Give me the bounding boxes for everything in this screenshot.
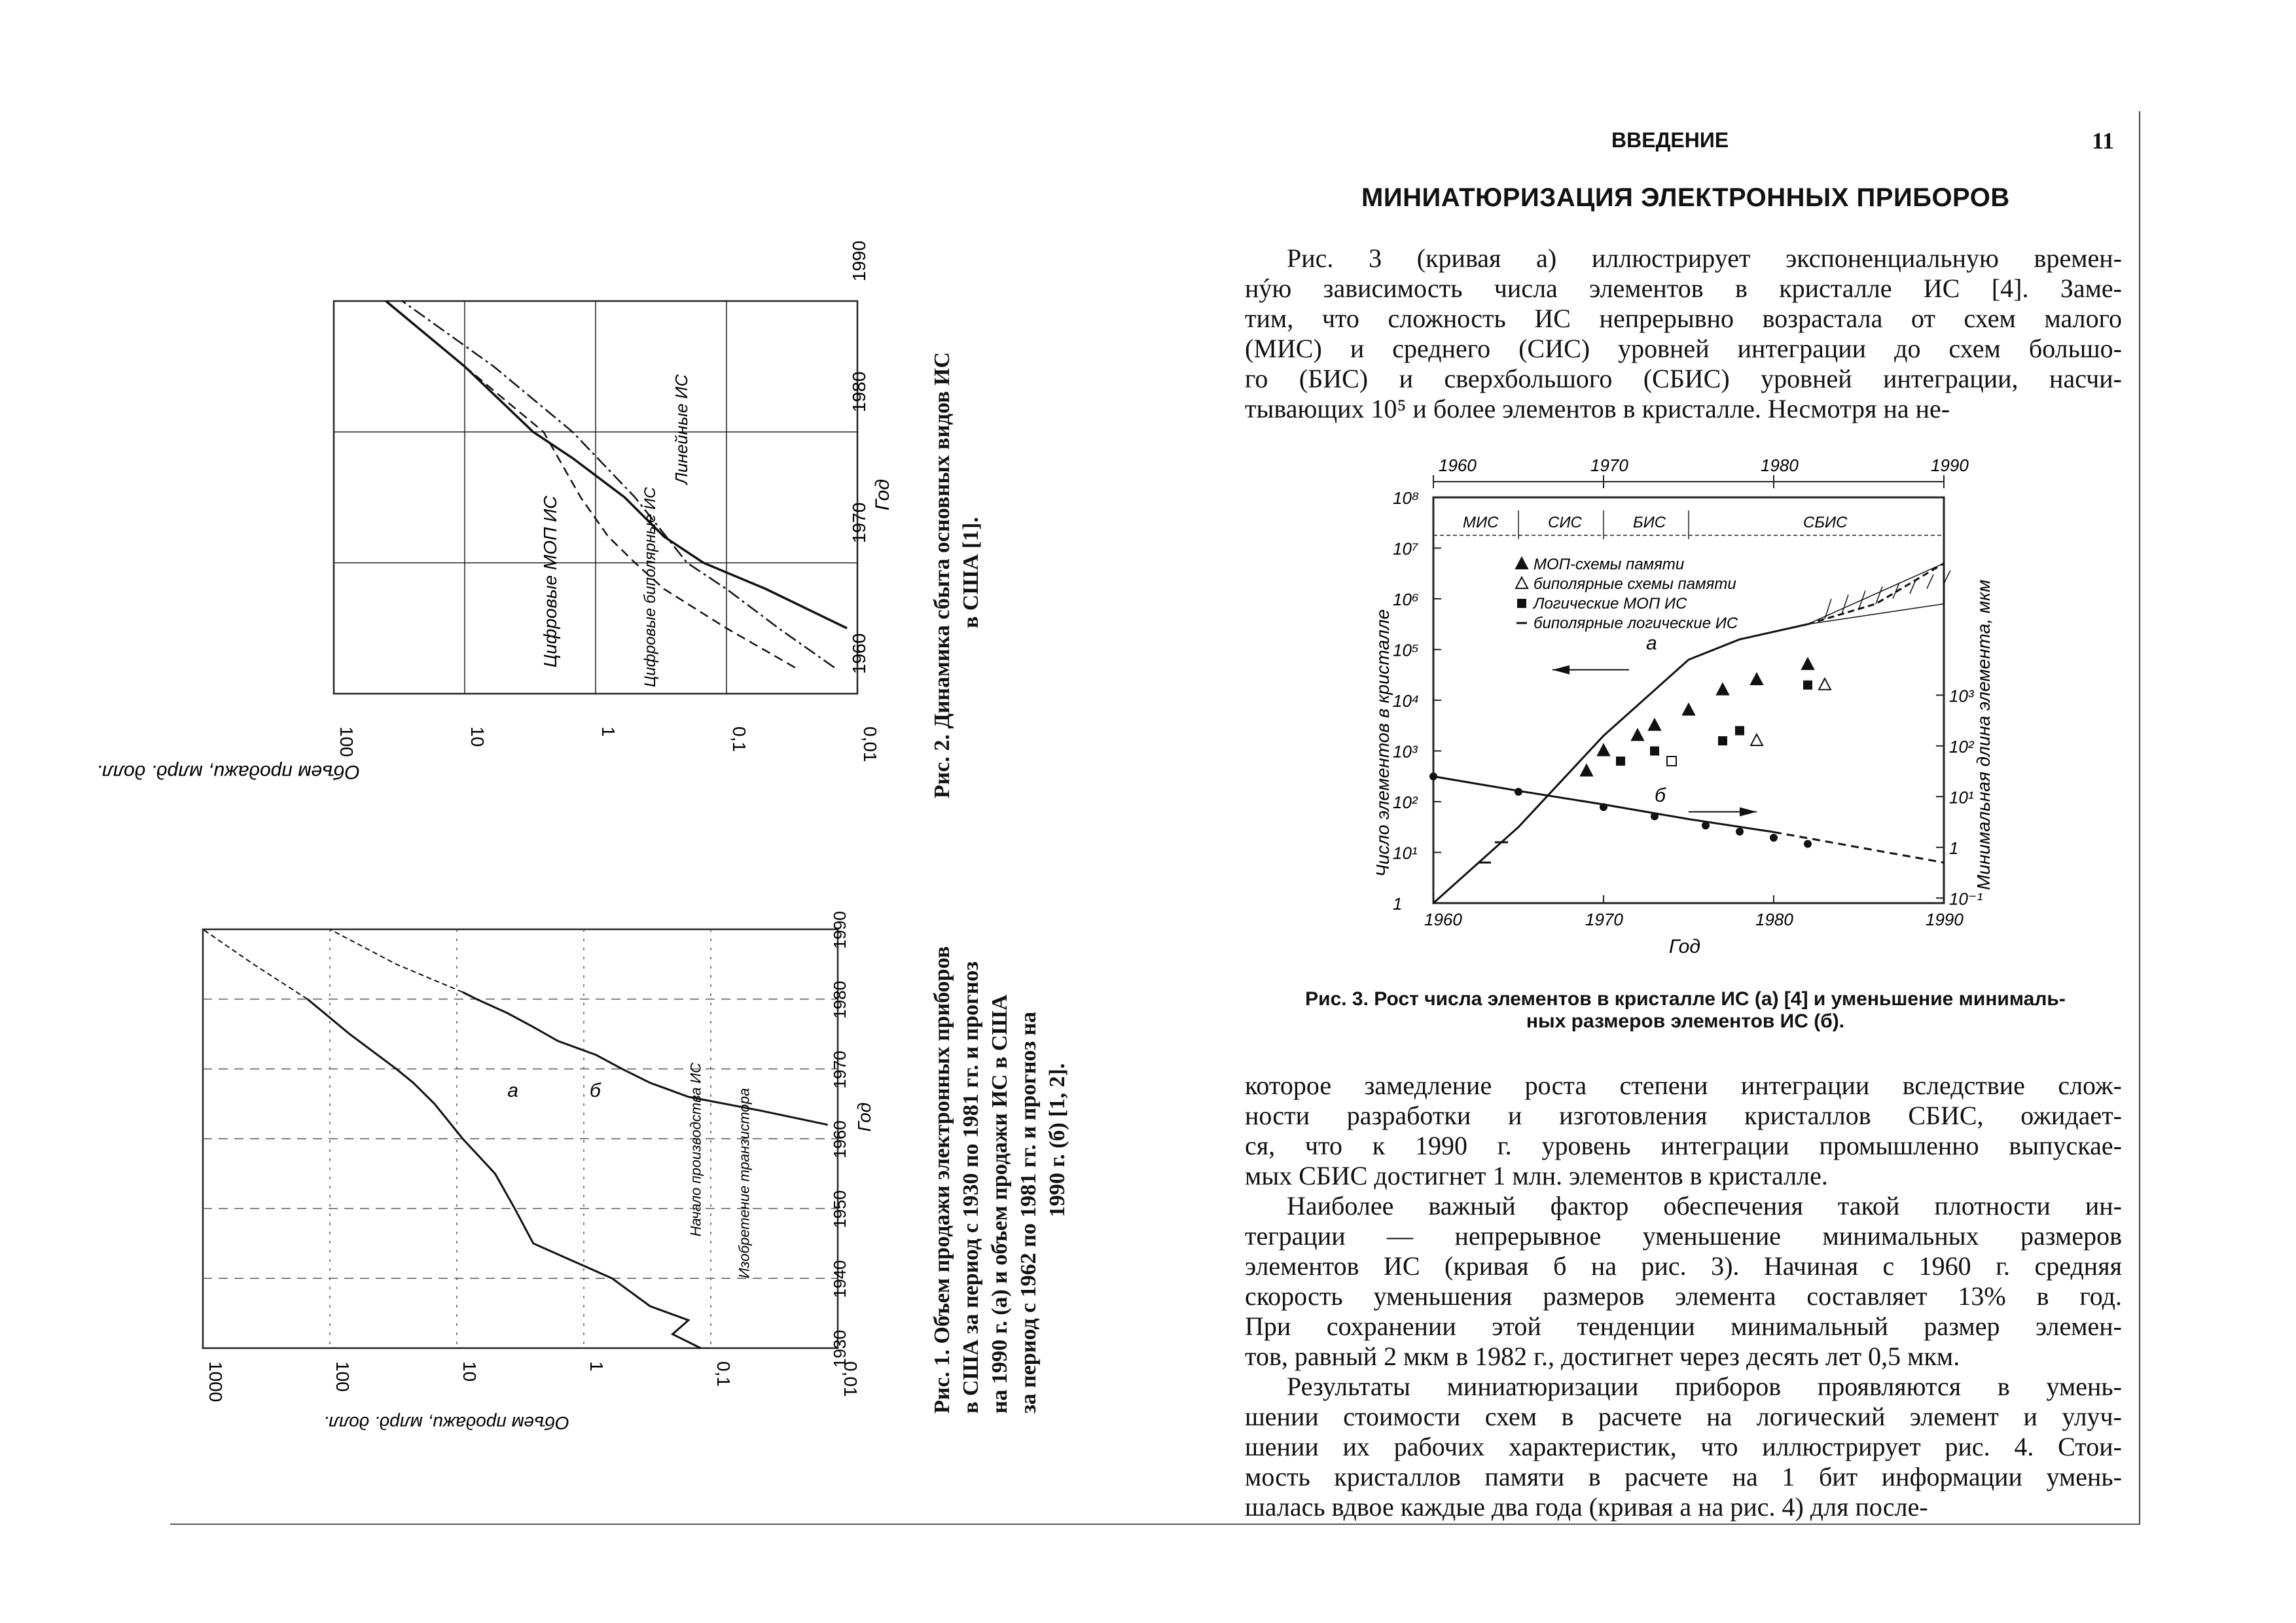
fig3-y-tick-label: 10²	[1393, 793, 1418, 812]
fig1-caption-line-4: за период с 1962 по 1981 гг. и прогноз на	[1016, 1011, 1041, 1414]
fig3-point-b	[1651, 812, 1659, 820]
fig3-era-label: МИС	[1463, 514, 1499, 531]
fig2-label-bipolar: Цифровые биполярные ИС	[641, 487, 660, 687]
fig2-ylabel: Объем продажи, млрд. долл.	[96, 761, 360, 783]
text-line: тов, равный 2 мкм в 1982 г., достигнет через десять лет 0,5 мкм.	[1245, 1342, 1960, 1371]
fig2-caption-line-1: Рис. 2. Динамика сбыта основных видов ИС	[930, 351, 954, 798]
fig1-series-forecast	[330, 929, 463, 992]
text-line: элементов ИС (кривая б на рис. 3). Начиная с 1960 г. средняя	[1245, 1251, 2122, 1281]
text-line: го (БИС) и сверхбольшого (СБИС) уровней интеграции, насчи-	[1245, 364, 2122, 393]
fig1-ylabel: Объем продажи, млрд. долл.	[323, 1413, 569, 1433]
text-line: которое замедление роста степени интеграции вследствие слож-	[1245, 1071, 2122, 1100]
text-line: скорость уменьшения размеров элемента составляет 13% в год.	[1245, 1281, 2122, 1311]
fig2-caption-line-2: в США [1].	[959, 517, 983, 628]
fig2-value-tick-label: 0,1	[729, 726, 749, 752]
fig3-top-tick-label: 1980	[1761, 455, 1799, 475]
fig3-top-tick-label: 1960	[1439, 455, 1477, 475]
page-number: 11	[2092, 128, 2115, 154]
fig2-year-tick-label: 1990	[849, 240, 869, 281]
page-bottom-rule	[170, 1524, 2140, 1525]
fig1-value-tick-label: 0,01	[840, 1361, 861, 1397]
fig3-ylabel-right: Минимальная длина элемента, мкм	[1973, 579, 1994, 890]
fig1-value-tick-label: 1000	[206, 1361, 226, 1402]
fig3-y-tick-label: 10¹	[1393, 843, 1418, 863]
fig1-series-forecast	[203, 929, 308, 999]
fig3-point-mos-memory	[1598, 745, 1609, 756]
fig3-point-b	[1429, 772, 1437, 780]
fig1-year-tick-label: 1980	[830, 980, 850, 1019]
text-line: шении стоимости схем в расчете на логический элемент и улуч-	[1245, 1402, 2122, 1431]
fig3-point-b	[1804, 840, 1812, 848]
fig3-y-tick-label: 10⁶	[1393, 590, 1419, 609]
fig3-caption-line-2: ных размеров элементов ИС (б).	[1526, 1010, 1845, 1032]
figure-3	[1361, 445, 2003, 975]
fig3-legend-label: биполярные схемы памяти	[1534, 575, 1736, 593]
fig3-hatch	[1825, 599, 1831, 619]
fig3-y-tick-label: 10⁴	[1393, 691, 1420, 711]
fig3-hatch	[1842, 595, 1848, 614]
fig3-point-mos-memory	[1632, 729, 1643, 740]
fig3-legend-marker	[1517, 599, 1526, 608]
fig3-x-tick-label: 1970	[1585, 910, 1623, 929]
fig3-point-b	[1515, 788, 1522, 796]
fig3-point-b	[1702, 821, 1710, 829]
fig2-year-tick-label: 1980	[849, 371, 869, 412]
fig3-label-b: б	[1655, 785, 1666, 806]
fig2-value-tick-label: 1	[598, 726, 619, 737]
fig3-era-label: СБИС	[1803, 514, 1848, 531]
fig3-era-label: БИС	[1633, 514, 1666, 531]
section-title: МИНИАТЮРИЗАЦИЯ ЭЛЕКТРОННЫХ ПРИБОРОВ	[1361, 183, 2010, 212]
fig3-point-mos-memory	[1751, 673, 1763, 685]
text-line: ся, что к 1990 г. уровень интеграции промышленно выпускае-	[1245, 1131, 2122, 1160]
fig3-x-tick-label: 1980	[1755, 910, 1793, 929]
fig3-legend-label: Логические МОП ИС	[1534, 595, 1687, 613]
fig1-xlabel: Год	[854, 1102, 874, 1132]
fig1-caption-line-1: Рис. 1. Объем продажи электронных приборов	[930, 946, 954, 1414]
fig2-value-tick-label: 10	[467, 726, 488, 747]
fig3-hatch	[1859, 591, 1865, 609]
fig3-arrowhead-b	[1740, 808, 1757, 817]
fig3-caption-line-1: Рис. 3. Рост числа элементов в кристалле ИС (а) [4] и уменьшение минималь-	[1305, 988, 2066, 1010]
page-edge-rule	[2139, 111, 2140, 1525]
text-line: тим, что сложность ИС непрерывно возрастала от схем малого	[1245, 304, 2122, 333]
fig2-chart	[96, 240, 893, 783]
text-line: ности разработки и изготовления кристаллов СБИС, ожидает-	[1245, 1101, 2122, 1130]
text-line: шении их рабочих характеристик, что иллюстрирует рис. 4. Стои-	[1245, 1432, 2122, 1461]
text-line: шалась вдвое каждые два года (кривая а на рис. 4) для после-	[1245, 1492, 1928, 1522]
text-line: тывающих 10⁵ и более элементов в кристалле. Несмотря на не-	[1245, 394, 1950, 423]
fig2-year-tick-label: 1970	[849, 502, 869, 543]
fig2-xlabel: Год	[872, 479, 893, 510]
fig3-forecast-band	[1808, 563, 1944, 624]
text-block-bottom	[1245, 1071, 2122, 1522]
fig3-curve-b-forecast	[1774, 832, 1944, 863]
fig3-label-a: а	[1646, 632, 1657, 654]
text-line: Наиболее важный фактор обеспечения такой плотности ин-	[1287, 1191, 2122, 1221]
fig3-point-mos-memory	[1717, 684, 1729, 695]
fig2-label-linear: Линейные ИС	[671, 374, 691, 484]
fig3-point-open-square	[1667, 757, 1676, 766]
fig3-yr-tick-label: 10³	[1949, 686, 1974, 706]
fig3-legend-marker	[1516, 558, 1528, 569]
fig1-value-tick-label: 10	[459, 1361, 480, 1382]
fig1-year-tick-label: 1950	[830, 1190, 850, 1228]
text-block-top	[1245, 243, 2122, 424]
fig3-legend-marker	[1516, 577, 1528, 588]
fig3-point-b	[1600, 803, 1607, 811]
fig3-yr-tick-label: 10⁻¹	[1949, 889, 1983, 909]
fig3-x-tick-label: 1960	[1424, 910, 1462, 929]
fig3-point-mos-logic	[1616, 757, 1625, 766]
fig1-year-tick-label: 1940	[830, 1260, 850, 1298]
fig2-value-tick-label: 0,01	[860, 726, 880, 762]
fig2-series-line	[403, 301, 834, 668]
text-line: При сохранении этой тенденции минимальный размер элемен-	[1245, 1311, 2122, 1341]
text-line: мость кристаллов памяти в расчете на 1 бит информации умень-	[1245, 1462, 2122, 1491]
fig1-year-tick-label: 1960	[830, 1120, 850, 1158]
fig3-y-tick-label: 10⁷	[1393, 539, 1418, 559]
fig1-label-b: б	[589, 1080, 601, 1101]
fig1-value-tick-label: 100	[332, 1361, 353, 1392]
fig3-yr-tick-label: 10²	[1949, 736, 1974, 757]
fig1-series-line	[463, 992, 828, 1125]
fig2-caption	[928, 262, 986, 798]
text-line: нýю зависимость числа элементов в кристалле ИС [4]. Заме-	[1245, 274, 2122, 303]
fig3-point-mos-memory	[1802, 658, 1814, 669]
fig1-value-tick-label: 1	[586, 1361, 607, 1372]
fig1-caption-line-5: 1990 г. (б) [1, 2].	[1045, 1063, 1069, 1217]
fig3-era-label: СИС	[1548, 514, 1582, 531]
text-line: (МИС) и среднего (СИС) уровней интеграции до схем большо-	[1245, 334, 2122, 363]
fig3-legend-label: МОП-схемы памяти	[1534, 556, 1685, 573]
fig3-point-b	[1770, 834, 1778, 842]
fig1-caption-line-2: в США за период с 1930 по 1981 гг. и прогноз	[959, 961, 983, 1414]
fig2-series-line	[386, 301, 795, 668]
fig2-year-tick-label: 1960	[849, 633, 869, 674]
fig1-year-tick-label: 1930	[830, 1330, 850, 1368]
text-line: теграции — непрерывное уменьшение минимальных размеров	[1245, 1221, 2122, 1251]
fig1-caption	[928, 877, 1072, 1414]
fig1-caption-line-3: на 1990 г. (а) и объем продажи ИС в США	[988, 994, 1012, 1414]
fig1-chart	[183, 911, 890, 1433]
fig1-value-tick-label: 0,1	[713, 1361, 734, 1387]
fig3-chart	[1361, 445, 2003, 975]
figure-1	[183, 911, 890, 1433]
fig1-year-tick-label: 1970	[830, 1050, 850, 1089]
fig1-annotation-transistor: Изобретение транзистора	[736, 1088, 753, 1279]
fig3-yr-tick-label: 1	[1949, 838, 1959, 858]
text-line: Результаты миниатюризации приборов проявляются в умень-	[1287, 1372, 2122, 1401]
fig3-point-mos-memory	[1581, 765, 1592, 776]
fig3-point-mos-memory	[1649, 719, 1660, 730]
fig3-point-bipolar-memory	[1751, 734, 1763, 745]
fig3-y-tick-label: 10⁸	[1393, 488, 1420, 508]
fig1-series-line	[308, 999, 701, 1348]
fig3-top-tick-label: 1970	[1590, 455, 1628, 475]
fig1-year-tick-label: 1990	[830, 911, 850, 949]
fig3-top-tick-label: 1990	[1931, 455, 1969, 475]
fig3-y-tick-label: 10³	[1393, 741, 1418, 762]
text-line: мых СБИС достигнет 1 млн. элементов в кристалле.	[1245, 1161, 1828, 1190]
fig1-annotation-ic: Начало производства ИС	[687, 1062, 704, 1237]
running-head: ВВЕДЕНИЕ	[1611, 128, 1729, 152]
fig3-x-tick-label: 1990	[1926, 910, 1964, 929]
fig3-xlabel: Год	[1669, 936, 1700, 957]
fig3-caption	[1250, 988, 2121, 1033]
fig3-yr-tick-label: 10¹	[1949, 787, 1974, 808]
fig3-point-mos-memory	[1683, 704, 1695, 715]
fig3-point-mos-logic	[1735, 726, 1744, 736]
fig3-point-mos-logic	[1803, 681, 1812, 690]
fig3-point-mos-logic	[1718, 736, 1727, 745]
fig3-point-bipolar-memory	[1819, 679, 1831, 690]
fig3-y-tick-label: 1	[1393, 894, 1403, 914]
fig2-series-line	[386, 301, 848, 628]
figure-2	[96, 240, 893, 783]
fig3-legend-label: биполярные логические ИС	[1534, 615, 1738, 632]
fig3-frame	[1433, 497, 1944, 903]
fig3-arrowhead-a	[1552, 666, 1570, 675]
fig3-y-tick-label: 10⁵	[1393, 640, 1419, 660]
fig3-hatch	[1910, 579, 1916, 594]
fig3-point-b	[1736, 828, 1744, 836]
fig2-label-mos: Цифровые МОП ИС	[539, 495, 560, 668]
fig3-ylabel: Число элементов в кристалле	[1372, 609, 1393, 877]
fig3-hatch	[1927, 575, 1933, 589]
fig1-label-a: а	[507, 1080, 518, 1101]
text-line: Рис. 3 (кривая а) иллюстрирует экспоненциальную времен-	[1287, 243, 2122, 273]
fig2-value-tick-label: 100	[336, 726, 357, 757]
fig3-point-mos-logic	[1650, 747, 1659, 756]
